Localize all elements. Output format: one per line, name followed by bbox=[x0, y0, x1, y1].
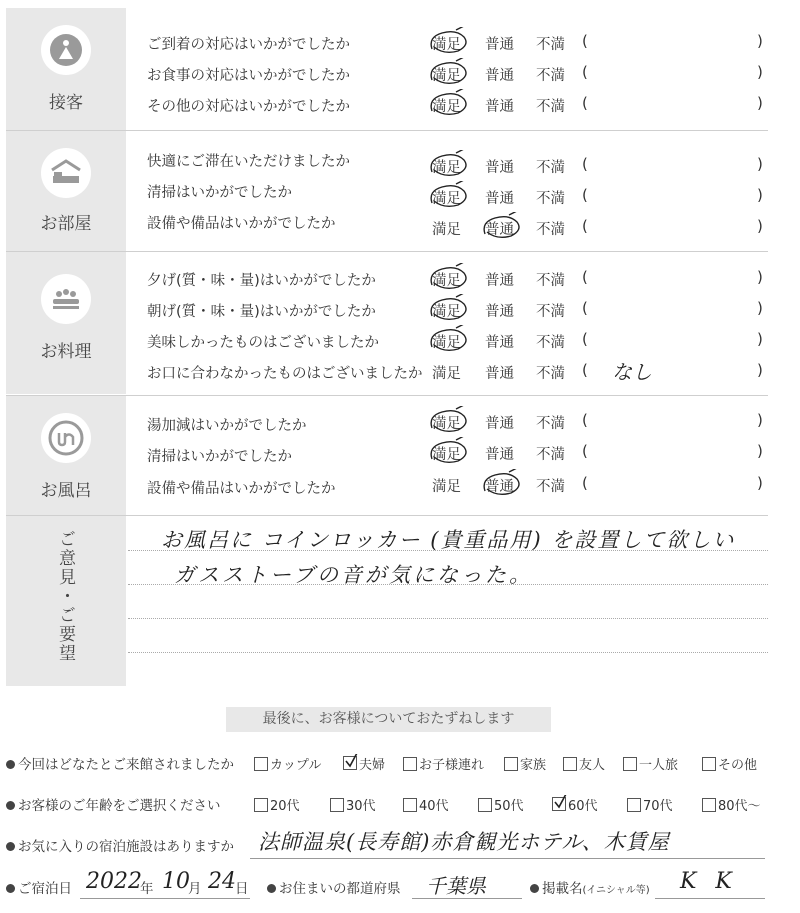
option-satisfied: 満足 bbox=[432, 68, 461, 84]
handwritten-circle-mark bbox=[426, 181, 472, 211]
close-paren: ) bbox=[757, 63, 763, 81]
writing-line bbox=[128, 652, 768, 653]
option-dissatisfied: 不満 bbox=[536, 37, 565, 53]
close-paren: ) bbox=[757, 474, 763, 492]
favorite-underline bbox=[250, 858, 765, 859]
choice-label: お子様連れ bbox=[419, 758, 485, 773]
category-panel bbox=[6, 131, 126, 251]
option-dissatisfied: 不満 bbox=[536, 335, 565, 351]
choice-label: 50代 bbox=[494, 799, 524, 814]
open-paren: ( bbox=[582, 217, 588, 235]
question-text: 設備や備品はいかがでしたか bbox=[147, 481, 336, 497]
choice-age[interactable] bbox=[478, 795, 524, 814]
category-panel bbox=[6, 516, 126, 686]
choice-age[interactable] bbox=[702, 795, 761, 814]
close-paren: ) bbox=[757, 442, 763, 460]
checkbox[interactable] bbox=[702, 757, 716, 771]
option-dissatisfied: 不満 bbox=[536, 222, 565, 238]
checkbox[interactable] bbox=[343, 756, 357, 770]
choice-age[interactable] bbox=[552, 795, 598, 814]
choice-visit[interactable] bbox=[343, 754, 385, 773]
checkbox[interactable] bbox=[563, 757, 577, 771]
final-header-text: 最後に、お客様についておたずねします bbox=[262, 711, 515, 727]
choice-label: 80代〜 bbox=[718, 799, 761, 814]
open-paren: ( bbox=[582, 155, 588, 173]
handwritten-circle-mark bbox=[426, 437, 472, 467]
publish-question: 掲載名(イニシャル等) bbox=[530, 877, 650, 897]
section-food bbox=[6, 252, 768, 394]
checkbox[interactable] bbox=[627, 798, 641, 812]
option-normal: 普通 bbox=[485, 416, 514, 432]
open-paren: ( bbox=[582, 361, 588, 379]
checkbox[interactable] bbox=[504, 757, 518, 771]
choice-label: 友人 bbox=[579, 758, 606, 773]
opinion-line-2: ガスストーブの音が気になった。 bbox=[174, 563, 533, 587]
category-label: 接客 bbox=[49, 93, 83, 113]
question-text: お口に合わなかったものはございましたか bbox=[147, 366, 423, 382]
publish-answer: K K bbox=[680, 869, 738, 894]
option-satisfied: 満足 bbox=[432, 335, 461, 351]
favorite-answer: 法師温泉(長寿館)赤倉観光ホテル、木賃屋 bbox=[258, 830, 670, 854]
handwritten-circle-mark bbox=[426, 89, 472, 119]
stay-year: 2022 bbox=[86, 869, 142, 894]
option-dissatisfied: 不満 bbox=[536, 160, 565, 176]
choice-label: 20代 bbox=[270, 799, 300, 814]
option-satisfied: 満足 bbox=[432, 99, 461, 115]
choice-visit[interactable] bbox=[702, 754, 757, 773]
option-dissatisfied: 不満 bbox=[536, 68, 565, 84]
option-satisfied: 満足 bbox=[432, 273, 461, 289]
writing-line bbox=[128, 618, 768, 619]
handwritten-circle-mark bbox=[479, 469, 525, 499]
open-paren: ( bbox=[582, 442, 588, 460]
handwritten-circle-mark bbox=[426, 27, 472, 57]
category-panel bbox=[6, 252, 126, 394]
month-unit: 月 bbox=[188, 881, 202, 897]
section-bath bbox=[6, 396, 768, 515]
section-divider bbox=[6, 130, 768, 131]
option-normal: 普通 bbox=[485, 479, 514, 495]
prefecture-answer: 千葉県 bbox=[426, 874, 486, 898]
option-normal: 普通 bbox=[485, 335, 514, 351]
choice-label: 夫婦 bbox=[359, 758, 386, 773]
handwritten-circle-mark bbox=[426, 294, 472, 324]
choice-age[interactable] bbox=[403, 795, 449, 814]
question-text: 快適にご滞在いただけましたか bbox=[147, 154, 350, 170]
category-label: お風呂 bbox=[40, 481, 92, 501]
option-dissatisfied: 不満 bbox=[536, 273, 565, 289]
question-text: 湯加減はいかがでしたか bbox=[147, 418, 307, 434]
option-normal: 普通 bbox=[485, 273, 514, 289]
close-paren: ) bbox=[757, 411, 763, 429]
category-label: お部屋 bbox=[40, 214, 92, 234]
option-satisfied: 満足 bbox=[432, 191, 461, 207]
checkbox[interactable] bbox=[254, 757, 268, 771]
handwritten-circle-mark bbox=[479, 212, 525, 242]
open-paren: ( bbox=[582, 32, 588, 50]
option-normal: 普通 bbox=[485, 447, 514, 463]
option-normal: 普通 bbox=[485, 160, 514, 176]
section-room bbox=[6, 131, 768, 251]
choice-label: 家族 bbox=[520, 758, 547, 773]
open-paren: ( bbox=[582, 330, 588, 348]
handwritten-circle-mark bbox=[426, 263, 472, 293]
question-text: 清掃はいかがでしたか bbox=[147, 185, 292, 201]
checkbox[interactable] bbox=[702, 798, 716, 812]
prefecture-question: お住まいの都道府県 bbox=[267, 877, 401, 897]
choice-label: 70代 bbox=[643, 799, 673, 814]
checkbox[interactable] bbox=[552, 797, 566, 811]
handwritten-circle-mark bbox=[426, 406, 472, 436]
choice-label: 60代 bbox=[568, 799, 598, 814]
option-normal: 普通 bbox=[485, 37, 514, 53]
category-label: ご意見・ご要望 bbox=[55, 530, 75, 663]
favorite-question: お気に入りの宿泊施設はありますか bbox=[6, 835, 234, 855]
choice-label: 30代 bbox=[346, 799, 376, 814]
option-satisfied: 満足 bbox=[432, 160, 461, 176]
question-text: 美味しかったものはございましたか bbox=[147, 335, 379, 351]
age-question: お客様のご年齢をご選択ください bbox=[6, 794, 221, 814]
choice-visit[interactable] bbox=[504, 754, 546, 773]
choice-label: 一人旅 bbox=[639, 758, 679, 773]
choice-visit[interactable] bbox=[623, 754, 678, 773]
section-opinions bbox=[6, 516, 768, 686]
section-divider bbox=[6, 515, 768, 516]
checkbox[interactable] bbox=[623, 757, 637, 771]
handwritten-note: なし bbox=[612, 360, 652, 384]
option-dissatisfied: 不満 bbox=[536, 366, 565, 382]
option-satisfied: 満足 bbox=[432, 416, 461, 432]
section-service bbox=[6, 8, 768, 130]
close-paren: ) bbox=[757, 330, 763, 348]
close-paren: ) bbox=[757, 32, 763, 50]
checkbox[interactable] bbox=[254, 798, 268, 812]
option-dissatisfied: 不満 bbox=[536, 416, 565, 432]
question-text: ご到着の対応はいかがでしたか bbox=[147, 37, 350, 53]
category-panel bbox=[6, 8, 126, 130]
open-paren: ( bbox=[582, 186, 588, 204]
option-normal: 普通 bbox=[485, 191, 514, 207]
stay-underline bbox=[80, 898, 250, 899]
stay-month: 10 bbox=[162, 869, 190, 894]
close-paren: ) bbox=[757, 94, 763, 112]
option-satisfied: 満足 bbox=[432, 222, 461, 238]
section-divider bbox=[6, 251, 768, 252]
visit-question: 今回はどなたとご来館されましたか bbox=[6, 753, 234, 773]
option-satisfied: 満足 bbox=[432, 304, 461, 320]
open-paren: ( bbox=[582, 94, 588, 112]
option-satisfied: 満足 bbox=[432, 447, 461, 463]
close-paren: ) bbox=[757, 361, 763, 379]
checkbox[interactable] bbox=[330, 798, 344, 812]
option-dissatisfied: 不満 bbox=[536, 304, 565, 320]
option-normal: 普通 bbox=[485, 304, 514, 320]
open-paren: ( bbox=[582, 299, 588, 317]
close-paren: ) bbox=[757, 299, 763, 317]
room-icon bbox=[41, 148, 91, 198]
stay-date: ご宿泊日 bbox=[6, 877, 72, 897]
opinion-line-1: お風呂に コインロッカー (貴重品用) を設置して欲しい bbox=[161, 528, 736, 552]
choice-label: その他 bbox=[718, 758, 758, 773]
choice-age[interactable] bbox=[330, 795, 376, 814]
option-dissatisfied: 不満 bbox=[536, 191, 565, 207]
question-text: 朝げ(質・味・量)はいかがでしたか bbox=[147, 304, 376, 320]
option-satisfied: 満足 bbox=[432, 479, 461, 495]
option-normal: 普通 bbox=[485, 222, 514, 238]
option-normal: 普通 bbox=[485, 366, 514, 382]
open-paren: ( bbox=[582, 268, 588, 286]
choice-visit[interactable] bbox=[563, 754, 605, 773]
year-unit: 年 bbox=[140, 881, 154, 897]
category-label: お料理 bbox=[40, 342, 92, 362]
handwritten-circle-mark bbox=[426, 150, 472, 180]
checkbox[interactable] bbox=[478, 798, 492, 812]
staff-icon bbox=[41, 25, 91, 75]
choice-label: カップル bbox=[270, 758, 322, 773]
day-unit: 日 bbox=[235, 881, 249, 897]
question-text: お食事の対応はいかがでしたか bbox=[147, 68, 350, 84]
close-paren: ) bbox=[757, 268, 763, 286]
close-paren: ) bbox=[757, 155, 763, 173]
question-text: その他の対応はいかがでしたか bbox=[147, 99, 350, 115]
option-normal: 普通 bbox=[485, 68, 514, 84]
handwritten-circle-mark bbox=[426, 325, 472, 355]
option-dissatisfied: 不満 bbox=[536, 479, 565, 495]
question-text: 設備や備品はいかがでしたか bbox=[147, 216, 336, 232]
close-paren: ) bbox=[757, 186, 763, 204]
checkbox[interactable] bbox=[403, 798, 417, 812]
question-text: 清掃はいかがでしたか bbox=[147, 449, 292, 465]
question-text: 夕げ(質・味・量)はいかがでしたか bbox=[147, 273, 376, 289]
open-paren: ( bbox=[582, 63, 588, 81]
option-dissatisfied: 不満 bbox=[536, 447, 565, 463]
option-dissatisfied: 不満 bbox=[536, 99, 565, 115]
option-normal: 普通 bbox=[485, 99, 514, 115]
final-header bbox=[226, 707, 551, 732]
option-satisfied: 満足 bbox=[432, 366, 461, 382]
category-panel bbox=[6, 396, 126, 515]
publish-underline bbox=[655, 898, 765, 899]
close-paren: ) bbox=[757, 217, 763, 235]
choice-age[interactable] bbox=[254, 795, 300, 814]
checkbox[interactable] bbox=[403, 757, 417, 771]
choice-visit[interactable] bbox=[254, 754, 321, 773]
option-satisfied: 満足 bbox=[432, 37, 461, 53]
open-paren: ( bbox=[582, 474, 588, 492]
bath-icon bbox=[41, 413, 91, 463]
section-divider bbox=[6, 395, 768, 396]
choice-age[interactable] bbox=[627, 795, 673, 814]
choice-visit[interactable] bbox=[403, 754, 484, 773]
stay-day: 24 bbox=[208, 869, 236, 894]
open-paren: ( bbox=[582, 411, 588, 429]
food-icon bbox=[41, 274, 91, 324]
choice-label: 40代 bbox=[419, 799, 449, 814]
handwritten-circle-mark bbox=[426, 58, 472, 88]
